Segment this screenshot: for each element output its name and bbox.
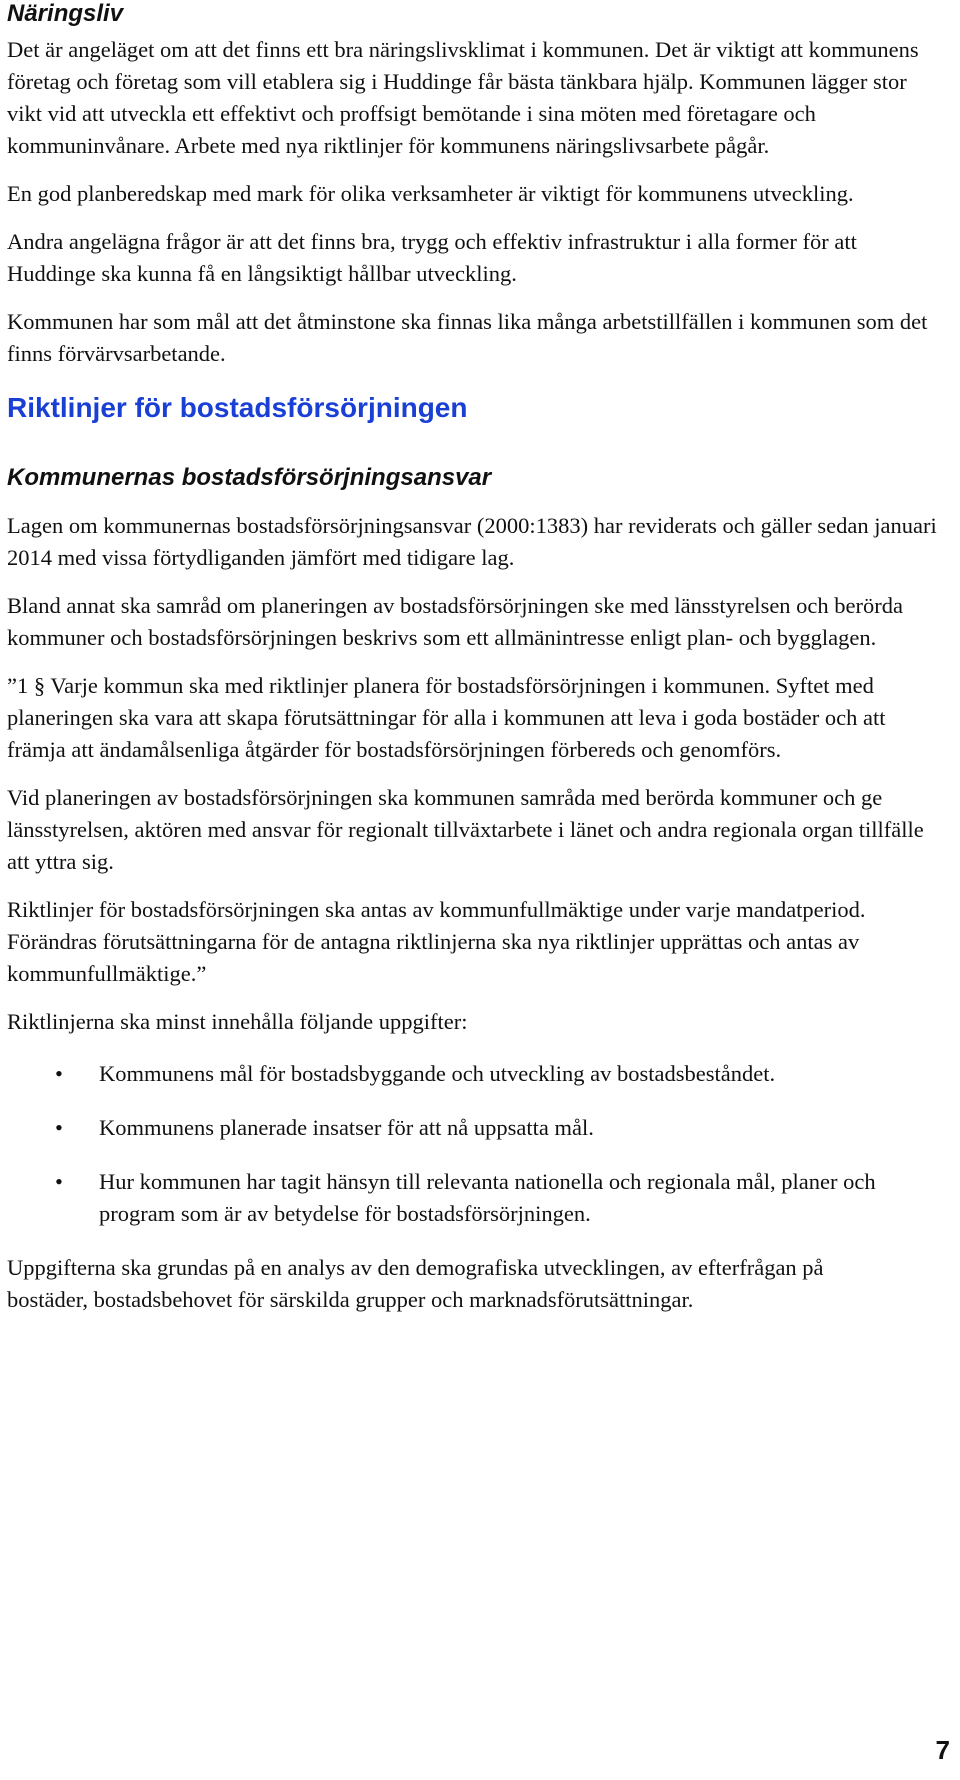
bullet-icon: • <box>55 1115 63 1140</box>
paragraph: En god planberedskap med mark för olika verksamheter är viktigt för kommunens utveckling. <box>7 181 854 206</box>
quote-paragraph: Riktlinjer för bostadsförsörjningen ska antas av kommunfullmäktige under varje mandatperiod. Förändras förutsättningarna för de antagna riktlinjerna ska nya riktlinjer upprättas och antas av kommunfullmäktige.” <box>7 897 866 986</box>
quote-paragraph: Vid planeringen av bostadsförsörjningen ska kommunen samråda med berörda kommuner och ge länsstyrelsen, aktören med ansvar för regionalt tillväxtarbete i länet och andra regionala organ tillfälle att yttra sig. <box>7 785 924 874</box>
bullet-icon: • <box>55 1061 63 1086</box>
quote-paragraph: ”1 § Varje kommun ska med riktlinjer planera för bostadsförsörjningen i kommunen. Syftet med planeringen ska vara att skapa förutsättningar för alla i kommunen att leva i goda bostäder och att främja att ändamålsenliga åtgärder för bostadsförsörjningen förbereds och genomförs. <box>7 673 886 762</box>
section-heading-naringsliv: Näringsliv <box>7 0 124 27</box>
paragraph: Bland annat ska samråd om planeringen av bostadsförsörjningen ske med länsstyrelsen och berörda kommuner och bostadsförsörjningen beskrivs som ett allmänintresse enligt plan- och bygglagen. <box>7 593 904 650</box>
list-item <box>7 1166 907 1230</box>
paragraph: Lagen om kommunernas bostadsförsörjningsansvar (2000:1383) har reviderats och gäller sedan januari 2014 med vissa förtydliganden jämfört med tidigare lag. <box>7 513 937 570</box>
paragraph: Andra angelägna frågor är att det finns bra, trygg och effektiv infrastruktur i alla former för att Huddinge ska kunna få en långsiktigt hållbar utveckling. <box>7 229 857 286</box>
document-page <box>7 0 947 1316</box>
page-number: 7 <box>935 1735 950 1765</box>
list-item <box>7 1112 907 1144</box>
list-item-text: Hur kommunen har tagit hänsyn till relevanta nationella och regionala mål, planer och program som är av betydelse för bostadsförsörjningen. <box>99 1169 876 1226</box>
subheading-bostadsforsorjningsansvar: Kommunernas bostadsförsörjningsansvar <box>7 464 492 491</box>
paragraph: Uppgifterna ska grundas på en analys av den demografiska utvecklingen, av efterfrågan på bostäder, bostadsbehovet för särskilda grupper och marknadsförutsättningar. <box>7 1255 824 1312</box>
paragraph: Det är angeläget om att det finns ett bra näringslivsklimat i kommunen. Det är viktigt att kommunens företag och företag som vill etablera sig i Huddinge får bästa tänkbara hjälp. Kommunen lägger stor vikt vid att utveckla ett effektivt och proffsigt bemötande i sina möten med företagare och kommuninvånare. Arbete med nya riktlinjer för kommunens näringslivsarbete pågår. <box>7 37 919 158</box>
paragraph: Kommunen har som mål att det åtminstone ska finnas lika många arbetstillfällen i kommunen som det finns förvärvsarbetande. <box>7 309 928 366</box>
paragraph: Riktlinjerna ska minst innehålla följande uppgifter: <box>7 1009 468 1034</box>
list-item-text: Kommunens planerade insatser för att nå uppsatta mål. <box>99 1115 594 1140</box>
bullet-icon: • <box>55 1169 63 1194</box>
list-item-text: Kommunens mål för bostadsbyggande och utveckling av bostadsbeståndet. <box>99 1061 776 1086</box>
list-item <box>7 1058 907 1090</box>
requirements-list <box>7 1058 907 1230</box>
section-heading-riktlinjer: Riktlinjer för bostadsförsörjningen <box>7 392 468 423</box>
